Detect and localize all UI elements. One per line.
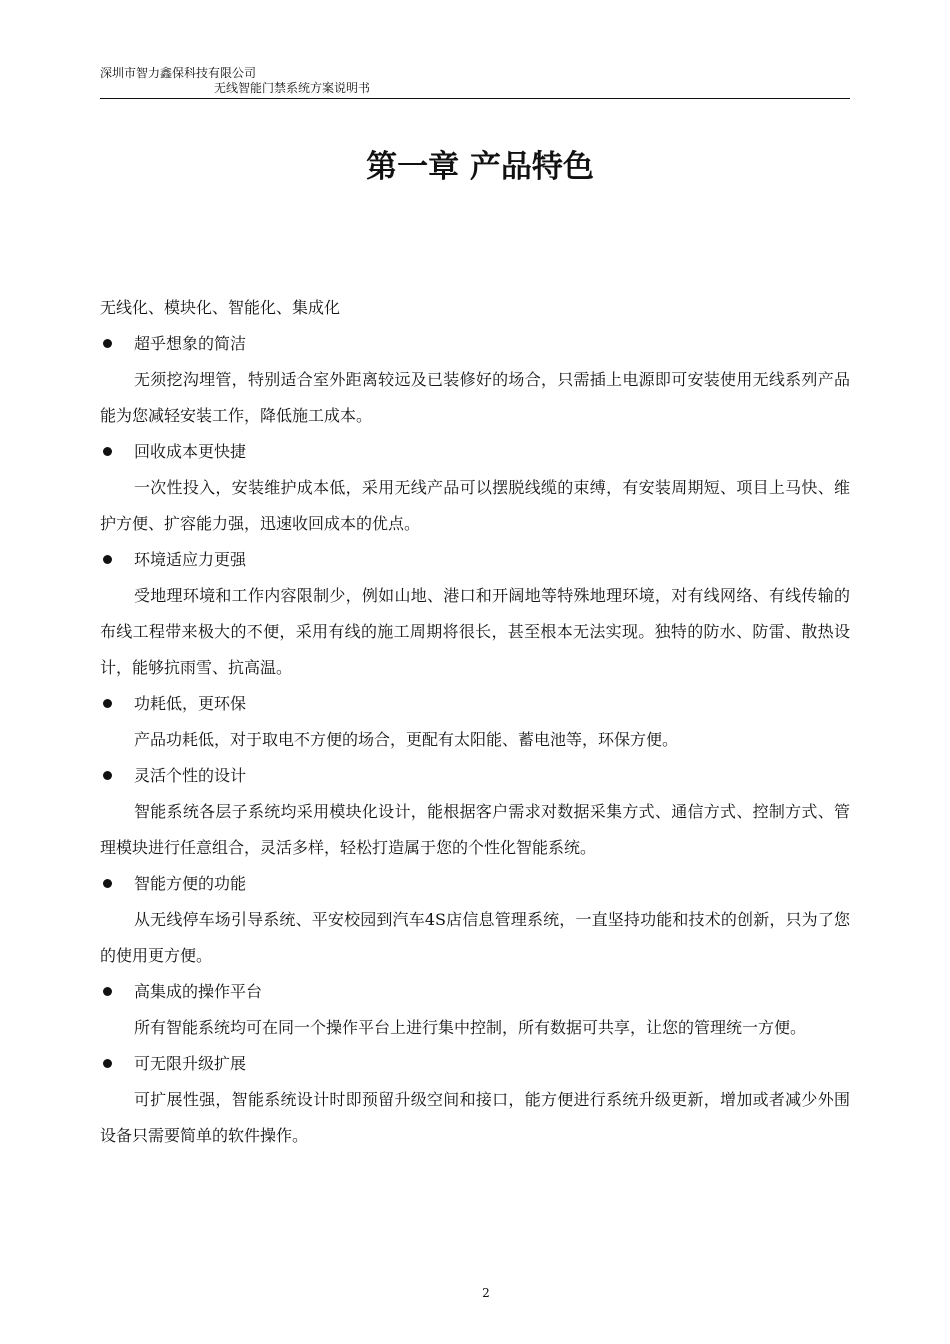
bullet-heading — [100, 434, 850, 470]
bullet-heading — [100, 758, 850, 794]
bullet-heading-text: 功耗低，更环保 — [134, 694, 247, 713]
bullet-heading — [100, 974, 850, 1010]
bullet-dot-icon — [103, 339, 112, 348]
bullet-dot-icon — [103, 447, 112, 456]
chapter-title: 第一章 产品特色 — [366, 149, 594, 185]
bullet-dot-icon — [103, 771, 112, 780]
bullet-heading — [100, 326, 850, 362]
section-paragraph: 所有智能系统均可在同一个操作平台上进行集中控制，所有数据可共享，让您的管理统一方便。 — [134, 1018, 807, 1037]
bullet-heading — [100, 866, 850, 902]
header-rule — [100, 98, 850, 99]
header-document-title: 无线智能门禁系统方案说明书 — [214, 81, 371, 95]
section-paragraph: 可扩展性强，智能系统设计时即预留升级空间和接口，能方便进行系统升级更新，增加或者减少外围设备只需要简单的软件操作。 — [100, 1090, 850, 1145]
bullet-heading-text: 超乎想象的简洁 — [134, 334, 247, 353]
bullet-heading-text: 灵活个性的设计 — [134, 766, 247, 785]
bullet-dot-icon — [103, 699, 112, 708]
section-paragraph: 产品功耗低，对于取电不方便的场合，更配有太阳能、蓄电池等，环保方便。 — [134, 730, 679, 749]
section-paragraph: 受地理环境和工作内容限制少，例如山地、港口和开阔地等特殊地理环境，对有线网络、有线传输的布线工程带来极大的不便，采用有线的施工周期将很长，甚至根本无法实现。独特的防水、防雷、散热设计，能够抗雨雪、抗高温。 — [100, 586, 850, 677]
bullet-heading-text: 环境适应力更强 — [134, 550, 247, 569]
bullet-heading — [100, 542, 850, 578]
bullet-dot-icon — [103, 879, 112, 888]
page-number: 2 — [482, 1286, 490, 1300]
header-company-name: 深圳市智力鑫保科技有限公司 — [100, 66, 257, 80]
bullet-heading — [100, 686, 850, 722]
bullet-heading-text: 可无限升级扩展 — [134, 1054, 247, 1073]
section-paragraph: 一次性投入，安装维护成本低，采用无线产品可以摆脱线缆的束缚，有安装周期短、项目上马快、维护方便、扩容能力强，迅速收回成本的优点。 — [100, 478, 850, 533]
bullet-dot-icon — [103, 1059, 112, 1068]
intro-line: 无线化、模块化、智能化、集成化 — [100, 298, 341, 317]
document-body — [100, 290, 850, 1154]
bullet-dot-icon — [103, 987, 112, 996]
section-paragraph: 无须挖沟埋管，特别适合室外距离较远及已装修好的场合，只需插上电源即可安装使用无线系列产品能为您减轻安装工作，降低施工成本。 — [100, 370, 850, 425]
bullet-heading-text: 高集成的操作平台 — [134, 982, 263, 1001]
section-paragraph: 从无线停车场引导系统、平安校园到汽车4S店信息管理系统，一直坚持功能和技术的创新，只为了您的使用更方便。 — [100, 910, 850, 965]
bullet-heading-text: 回收成本更快捷 — [134, 442, 247, 461]
bullet-dot-icon — [103, 555, 112, 564]
bullet-heading-text: 智能方便的功能 — [134, 874, 247, 893]
bullet-heading — [100, 1046, 850, 1082]
section-paragraph: 智能系统各层子系统均采用模块化设计，能根据客户需求对数据采集方式、通信方式、控制方式、管理模块进行任意组合，灵活多样，轻松打造属于您的个性化智能系统。 — [100, 802, 850, 857]
